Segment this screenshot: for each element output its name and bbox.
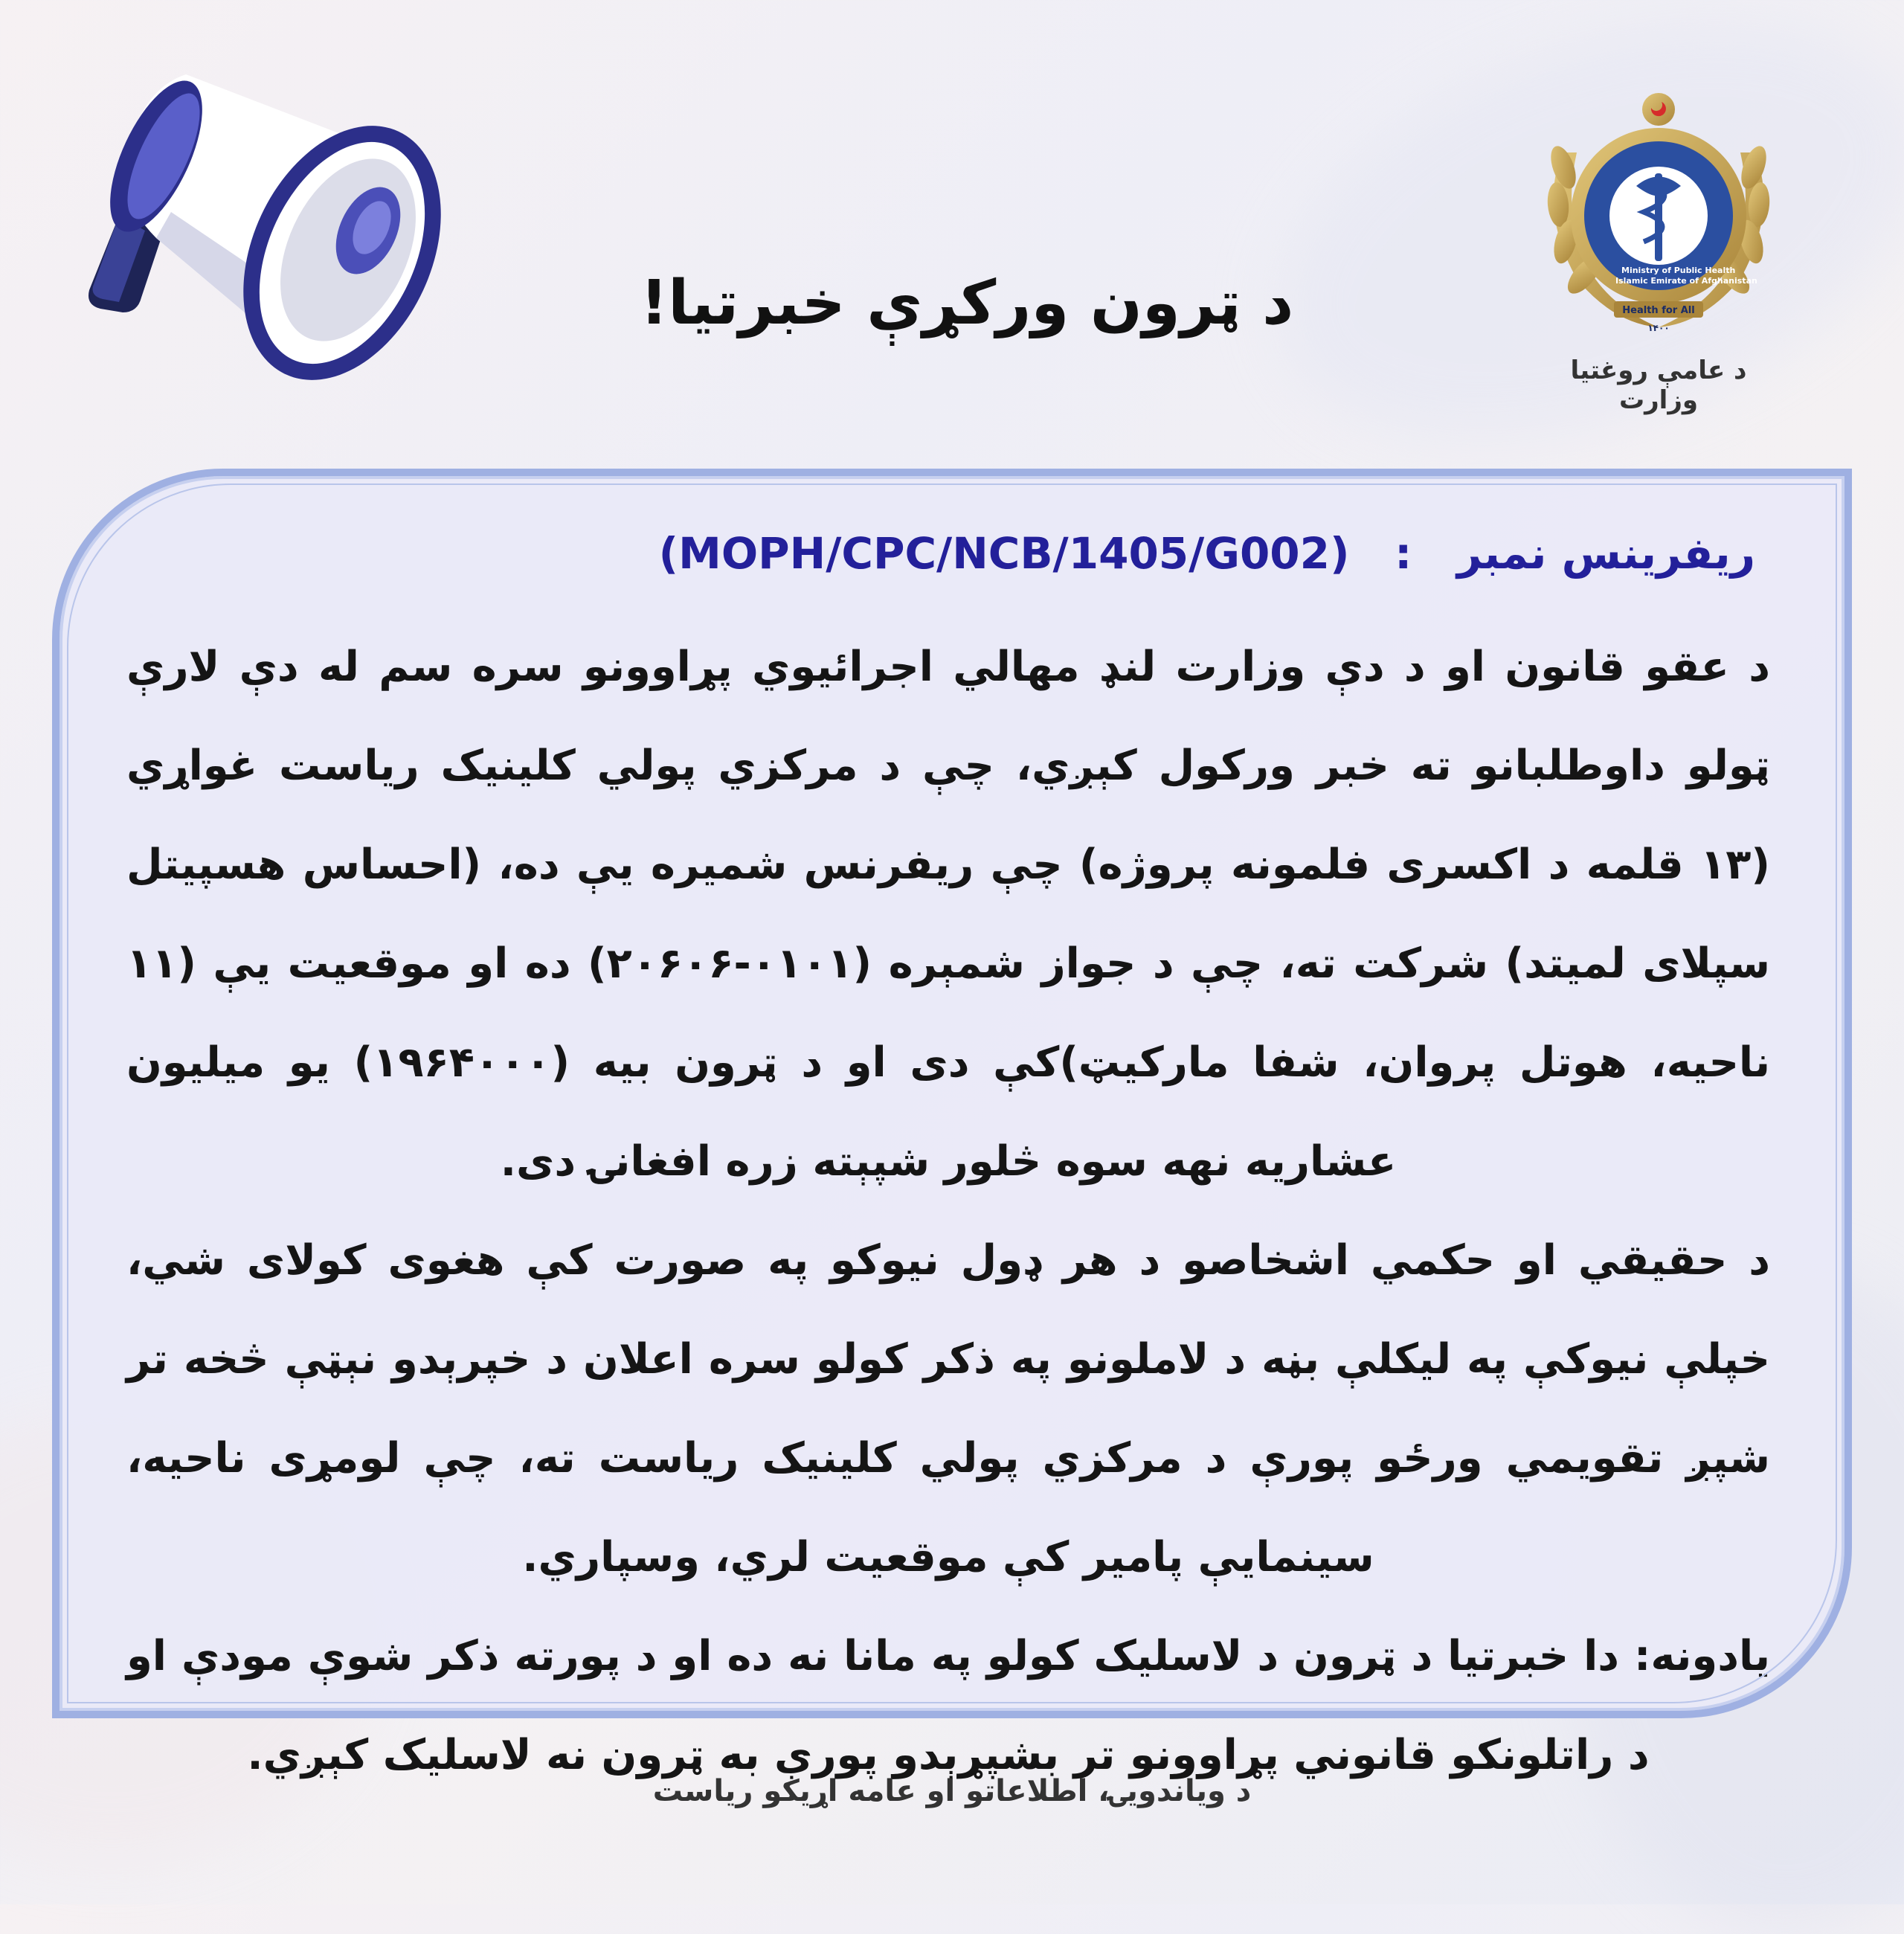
ministry-name: د عامې روغتیا وزارت: [1570, 356, 1747, 415]
notice-body: [126, 617, 1770, 1805]
notice-paragraph-award: د عقو قانون او د دې وزارت لنډ مهالي اجرائیوي پړاوونو سره سم له دې لارې ټولو داوطلبانو ته خبر ورکول کېږي، چې د مرکزي پولي کلینیک ریاست غواړي (۱۳ قلمه د اکسری فلمونه پروژه) چې ریفرنس شمیره یې ده، (احساس هسپیتل سپلای لمیتد) شرکت ته، چې د جواز شمېره (۰۱۰۱-۲۰۶۰۶) ده او موقعیت یې (۱۱ ناحیه، هوتل پروان، شفا مارکیټ)کې دی او د ټرون بیه (۱۹۶۴۰۰۰) یو میلیون عشاریه نهه سوه څلور شپېته زره افغانۍ دی.: [126, 643, 1770, 1186]
page-title: د ټرون ورکړې خبرتیا!: [640, 268, 1294, 338]
reference-label: ریفرینس نمبر: [1456, 528, 1755, 579]
notice-paragraph-note: یادونه: دا خبرتیا د ټرون د لاسلیک کولو په مانا نه ده او د پورته ذکر شوې مودې او د راتلونکو قانوني پړاوونو تر بشپړېدو پورې به ټرون نه لاسلیک کېږي.: [126, 1632, 1770, 1779]
megaphone-icon: [74, 45, 461, 387]
reference-code: (MOPH/CPC/NCB/1405/G002): [658, 528, 1350, 579]
svg-text:Health for All: Health for All: [1622, 305, 1695, 316]
svg-text:Ministry of Public Health: Ministry of Public Health: [1621, 266, 1736, 275]
ministry-emblem-icon: [1532, 86, 1785, 338]
notice-paragraph-objections: د حقیقي او حکمي اشخاصو د هر ډول نیوکو په صورت کې هغوی کولای شي، خپلې نیوکې په لیکلې بڼه د لاملونو په ذکر کولو سره اعلان د خپرېدو نېټې څخه تر شپږ تقویمي ورځو پورې د مرکزي پولي کلینیک ریاست ته، چې لومړی ناحیه، سینمایې پامیر کې موقعیت لري، وسپاري.: [126, 1236, 1770, 1581]
svg-text:۱۴۰۰: ۱۴۰۰: [1647, 323, 1670, 333]
notice-panel: [52, 469, 1852, 1779]
reference-separator: :: [1395, 528, 1412, 579]
footer-department: د ویاندویۍ، اطلاعاتو او عامه اړیکو ریاست: [652, 1774, 1252, 1808]
reference-number: [659, 528, 1755, 579]
svg-text:Islamic Emirate of Afghanistan: Islamic Emirate of Afghanistan: [1615, 276, 1757, 286]
